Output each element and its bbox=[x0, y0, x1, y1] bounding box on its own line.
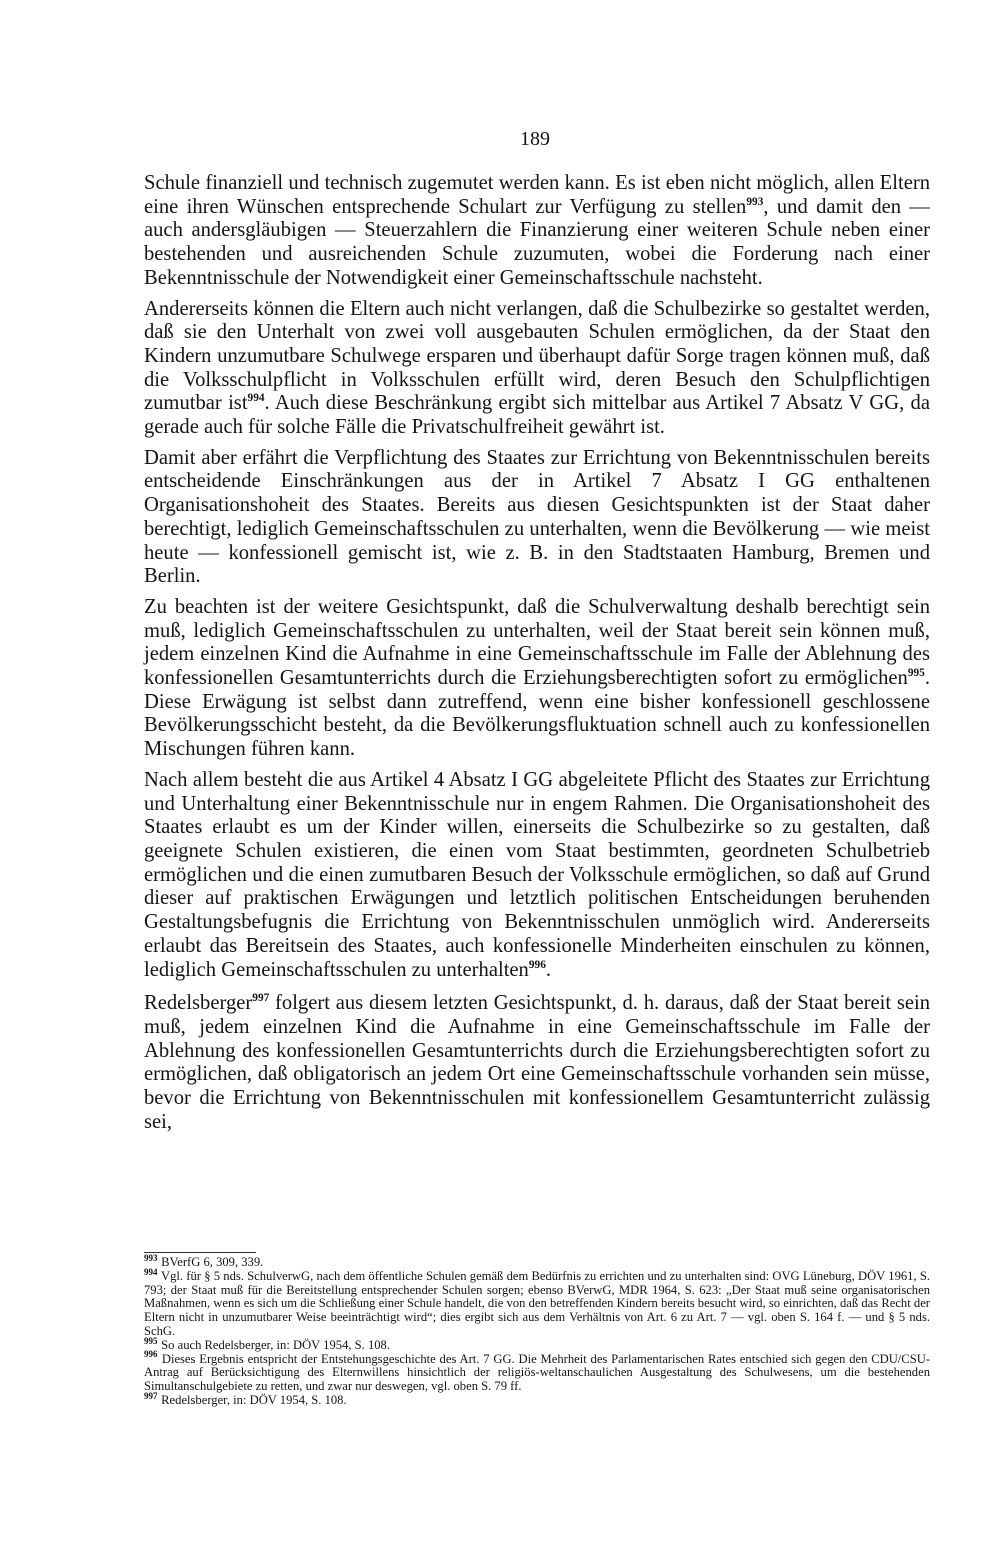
footnote: 995 So auch Redelsberger, in: DÖV 1954, S. 108. bbox=[144, 1335, 391, 1352]
paragraph-text-tail: . bbox=[545, 958, 552, 981]
paragraph-text-tail: . Auch diese Beschränkung ergibt sich mittelbar aus Artikel 7 Absatz V GG, da gerade auch für solche Fälle die Privatschulfreiheit gewährt ist. bbox=[144, 392, 930, 439]
paragraph-2 bbox=[144, 298, 930, 440]
footnote-text: Vgl. für § 5 nds. SchulverwG, nach dem öffentliche Schulen gemäß dem Bedürfnis zu errichten und zu unterhalten sind: OVG Lüneburg, DÖV 1961, S. 793; der Staat muß für die Bereitstellung entsprechender Schulen sorgen; ebenso BVerwG, MDR 1964, S. 623: „Der Staat muß seine organisatorischen Maßnahmen, wenn es sich um die Schließung einer Schule handelt, die von den betreffenden Kindern bereits besucht wird, so einrichten, daß das Recht der Eltern nicht in unzumutbarer Weise beeinträchtigt wird“; dies ergibt sich aus dem Verhältnis von Art. 6 zu Art. 7 — vgl. oben S. 164 f. — und § 5 nds. SchG. bbox=[144, 1268, 930, 1338]
paragraph-text: Nach allem besteht die aus Artikel 4 Absatz I GG abgeleitete Pflicht des Staates zur Errichtung und Unterhaltung einer Bekenntnisschule nur in engem Rahmen. Die Organisationshoheit des Staates erlaubt es um der Kinder willen, einerseits die Schulbezirke so zu gestalten, daß geeignete Schulen existieren, die einen vom Staat bestimmten, geordneten Schulbetrieb ermöglichen und die einen zumutbaren Besuch der Volksschule ermöglichen, so daß auf Grund dieser auf praktischen Erwägungen und letztlich politischen Entscheidungen beruhenden Gestaltungsbefugnis die Errichtung von Bekenntnisschulen unmöglich wird. Andererseits erlaubt das Bereitsein des Staates, auch konfessionelle Minderheiten einschulen zu können, lediglich Gemeinschaftsschulen zu unterhalten bbox=[144, 768, 930, 981]
footnote-ref: 997 bbox=[252, 992, 270, 1005]
footnote-ref: 994 bbox=[247, 392, 265, 405]
footnote: 997 Redelsberger, in: DÖV 1954, S. 108. bbox=[144, 1390, 347, 1407]
footnote-ref: 993 bbox=[746, 195, 764, 208]
paragraph-1 bbox=[144, 172, 930, 291]
paragraph-3 bbox=[144, 447, 930, 589]
page-number: 189 bbox=[520, 128, 550, 150]
footnote-text: Redelsberger, in: DÖV 1954, S. 108. bbox=[161, 1392, 347, 1407]
paragraph-4 bbox=[144, 596, 930, 762]
paragraph-text: Redelsberger bbox=[144, 992, 253, 1015]
paragraph-text-tail: , und damit den — auch andersgläubigen — Steuerzahlern die Finanzierung einer weiteren Schule neben einer bestehenden und ausreichenden Schule zuzumuten, wobei die Forderung nach einer Bekenntnisschule der Notwendigkeit einer Gemeinschaftsschule nachsteht. bbox=[144, 195, 930, 289]
paragraph-text: Damit aber erfährt die Verpflichtung des Staates zur Errichtung von Bekenntnisschulen bereits entscheidende Einschränkungen aus der in Artikel 7 Absatz I GG enthaltenen Organisationshoheit des Staates. Bereits aus diesen Gesichtspunkten ist der Staat daher berechtigt, lediglich Gemeinschaftsschulen zu unterhalten, wenn die Bevölkerung — wie meist heute — konfessionell gemischt ist, wie z. B. in den Stadtstaaten Hamburg, Bremen und Berlin. bbox=[144, 446, 930, 588]
footnote-divider bbox=[144, 1252, 256, 1253]
paragraph-text: Andererseits können die Eltern auch nicht verlangen, daß die Schulbezirke so gestaltet werden, daß sie den Unterhalt von zwei voll ausgebauten Schulen ermöglichen, da der Staat den Kindern unzumutbare Schulwege ersparen und überhaupt dafür Sorge tragen können muß, daß die Volksschulpflicht in Volksschulen erfüllt wird, deren Besuch den Schulpflichtigen zumutbar ist bbox=[144, 297, 930, 415]
footnotes bbox=[144, 1252, 930, 1408]
footnote-ref: 995 bbox=[907, 667, 925, 680]
paragraph-text-tail: folgert aus diesem letzten Gesichtspunkt, d. h. daraus, daß der Staat bereit sein muß, jedem einzelnen Kind die Aufnahme in eine Gemeinschaftsschule im Falle der Ablehnung des konfessionellen Gesamtunterrichts durch die Erziehungsberechtigten sofort zu ermöglichen, daß obligatorisch an jedem Ort eine Gemeinschaftsschule vorhanden sein müsse, bevor die Errichtung von Bekenntnisschulen mit konfessionellem Gesamtunterricht zulässig sei, bbox=[144, 992, 930, 1133]
footnote: 994 Vgl. für § 5 nds. SchulverwG, nach dem öffentliche Schulen gemäß dem Bedürfnis zu errichten und zu unterhalten sind: OVG Lüneburg, DÖV 1961, S. 793; der Staat muß für die Bereitstellung entsprechender Schulen sorgen; ebenso BVerwG, MDR 1964, S. 623: „Der Staat muß seine organisatorischen Maßnahmen, wenn es sich um die Schließung einer Schule handelt, die von den betreffenden Kindern bereits besucht wird, so einrichten, daß das Recht der Eltern nicht in unzumutbarer Weise beeinträchtigt wird“; dies ergibt sich aus dem Verhältnis von Art. 6 zu Art. 7 — vgl. oben S. 164 f. — und § 5 nds. SchG. bbox=[144, 1266, 930, 1338]
paragraph-text-tail: . Diese Erwägung ist selbst dann zutreffend, wenn eine bisher konfessionell geschlossene Bevölkerungsschicht besteht, da die Bevölkerungsfluktuation schnell auch zu konfessionellen Mischungen führen kann. bbox=[144, 667, 930, 761]
footnote-text: Dieses Ergebnis entspricht der Entstehungsgeschichte des Art. 7 GG. Die Mehrheit des Parlamentarischen Rates entschied sich gegen den CDU/CSU-Antrag auf Berücksichtigung des Elternwillens hinsichtlich der religiös-weltanschaulichen Ausgestaltung des Schulwesens, um die bestehenden Simultanschulgebiete zu retten, und zwar nur deswegen, vgl. oben S. 79 ff. bbox=[144, 1351, 930, 1394]
footnote-text: So auch Redelsberger, in: DÖV 1954, S. 108. bbox=[161, 1337, 391, 1352]
footnote: 993 BVerfG 6, 309, 339. bbox=[144, 1252, 264, 1269]
paragraph-text: Zu beachten ist der weitere Gesichtspunkt, daß die Schulverwaltung deshalb berechtigt sein muß, lediglich Gemeinschaftsschulen zu unterhalten, weil der Staat bereit sein können muß, jedem einzelnen Kind die Aufnahme in eine Gemeinschaftsschule im Falle der Ablehnung des konfessionellen Gesamtunterrichts durch die Erziehungsberechtigten sofort zu ermöglichen bbox=[144, 595, 930, 690]
footnote-text: BVerfG 6, 309, 339. bbox=[161, 1255, 264, 1269]
paragraph-text: Schule finanziell und technisch zugemutet werden kann. Es ist eben nicht möglich, allen Eltern eine ihren Wünschen entsprechende Schulart zur Verfügung zu stellen bbox=[144, 172, 930, 218]
footnote-ref: 996 bbox=[528, 958, 546, 971]
paragraph-5 bbox=[144, 769, 930, 982]
body-text bbox=[144, 172, 930, 1134]
paragraph-6 bbox=[144, 992, 930, 1134]
footnote: 996 Dieses Ergebnis entspricht der Entstehungsgeschichte des Art. 7 GG. Die Mehrheit des Parlamentarischen Rates entschied sich gegen den CDU/CSU-Antrag auf Berücksichtigung des Elternwillens hinsichtlich der religiös-weltanschaulichen Ausgestaltung des Schulwesens, um die bestehenden Simultanschulgebiete zu retten, und zwar nur deswegen, vgl. oben S. 79 ff. bbox=[144, 1349, 930, 1394]
